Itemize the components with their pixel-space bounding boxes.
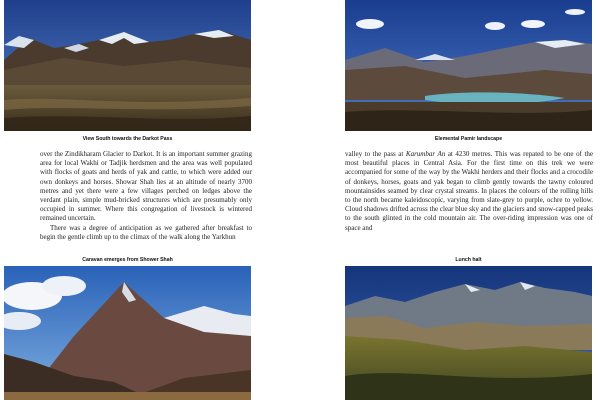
photo-caravan-shower-shah [4, 266, 251, 400]
karumbar-an-name: Karumbar An [405, 150, 446, 158]
caption-caravan: Caravan emerges from Shower Shah [82, 257, 173, 263]
caption-darkot-pass: View South towards the Darkot Pass [82, 136, 173, 142]
photo-elemental-pamir [345, 0, 592, 131]
right-page [345, 0, 600, 400]
right-paragraph-1-rest: at 4230 metres. This was repated to be one of the most beautiful places in Central Asia. For the first time on this trek we were accompanied for some of the way by the Wakhi herders and their flocks and a crocodile of donkeys, horses, goats and yak began to climb gently towards the tawny coloured mountainsides seamed by clear crystal streams. In places the colours of the rolling hills to the north became kaleidoscopic, varying from slate-grey to purple, ochre to yellow. Cloud shadows drifted across the clear blue sky and the glaciers and snow-capped peaks to the south glinted in the cold mountain air. The over-riding impression was one of space and [345, 150, 593, 232]
right-body-text [345, 150, 593, 233]
left-paragraph-1: over the Zindikharam Glacier to Darkot. It is an important summer grazing area for local Wakhi or Tadjik herdsmen and the area was well populated with flocks of goats and herds of yak and cattle, to which were added our own donkeys and horses. Showar Shah lies at an altitude of nearly 3700 metres and yet there were a few villages perched on ledges above the verdant plain, simple mud-bricked structures which are presumably only occupied in summer. Where this congregation of livestock is wintered remained uncertain. [40, 150, 252, 223]
caption-elemental-pamir: Elemental Pamir landscape [434, 136, 503, 142]
left-paragraph-2: There was a degree of anticipation as we gathered after breakfast to begin the gentle climb up to the climax of the walk along the Yarkhun [40, 223, 252, 241]
photo-lunch-halt [345, 266, 592, 400]
right-paragraph-1 [345, 150, 593, 233]
left-page [0, 0, 255, 400]
page-gutter [255, 0, 345, 400]
left-body-text [40, 150, 252, 242]
caption-lunch-halt: Lunch halt [455, 257, 482, 263]
photo-darkot-pass [4, 0, 251, 131]
right-paragraph-1-start: valley to the pass at [345, 150, 406, 158]
